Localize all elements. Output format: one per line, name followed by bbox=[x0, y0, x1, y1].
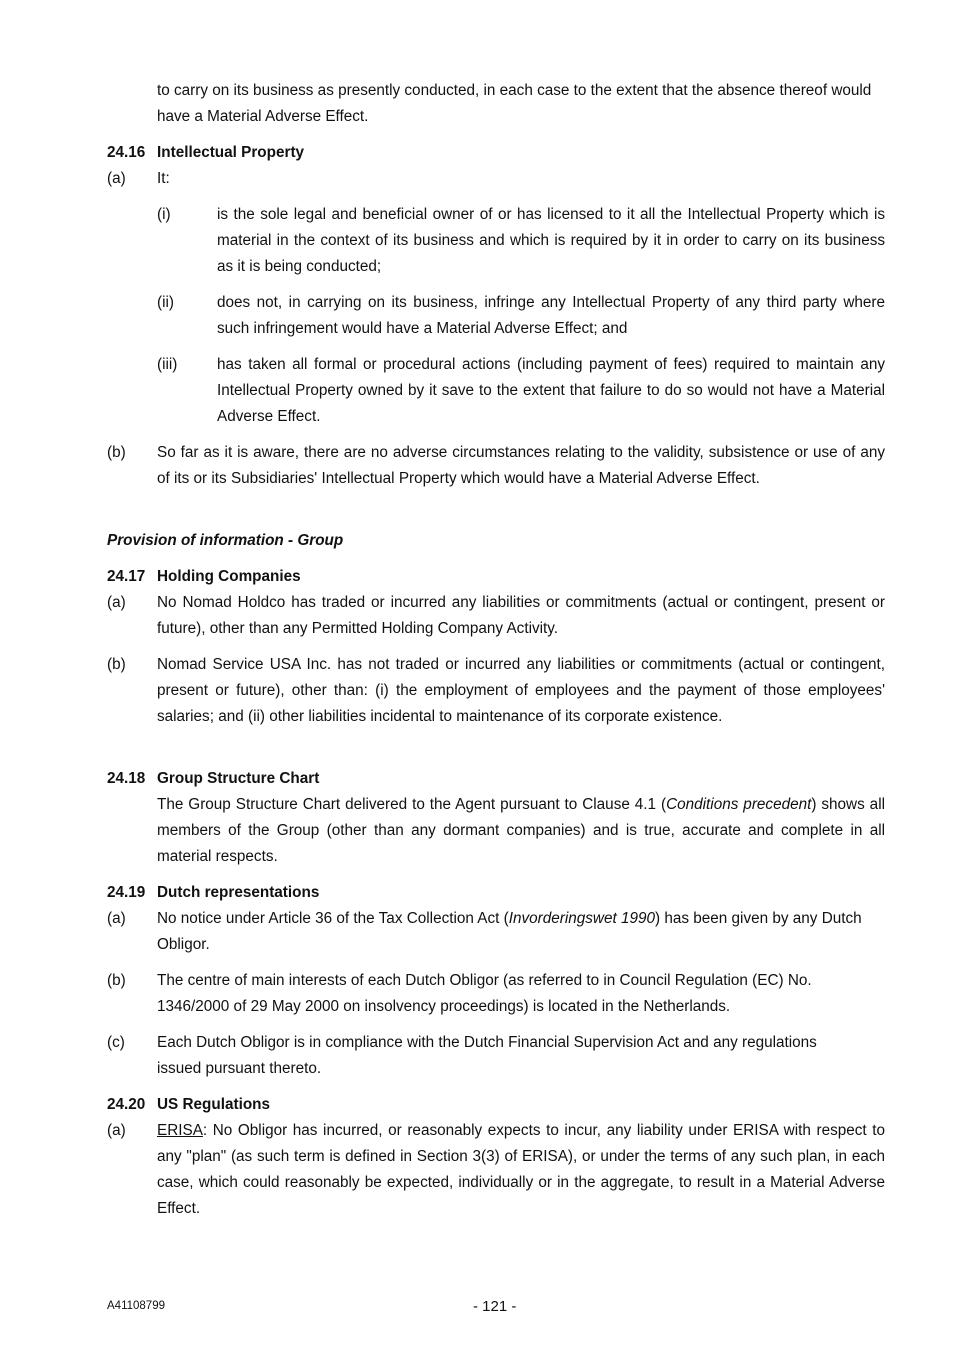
document-reference: A41108799 bbox=[107, 1300, 165, 1312]
section-heading-24-19 bbox=[107, 880, 319, 906]
section-title: Group Structure Chart bbox=[157, 770, 320, 787]
page-number: - 121 - bbox=[473, 1298, 517, 1315]
clause-text bbox=[157, 906, 867, 958]
text-run: ) shows all members of the Group (other than any dormant companies) and is true, accurate and complete in all material respects. bbox=[157, 796, 885, 865]
section-number: 24.16 bbox=[107, 144, 146, 161]
clause-text: So far as it is aware, there are no adverse circumstances relating to the validity, subsistence or use of any of its or its Subsidiaries' Intellectual Property which would have a Material Adverse Effect. bbox=[157, 444, 885, 487]
italic-term: Conditions precedent bbox=[666, 796, 812, 813]
clause-label: (b) bbox=[107, 656, 126, 673]
text-run: The Group Structure Chart delivered to the Agent pursuant to Clause 4.1 ( bbox=[157, 796, 667, 813]
subclause-text: does not, in carrying on its business, infringe any Intellectual Property of any third party where such infringement would have a Material Adverse Effect; and bbox=[217, 294, 885, 337]
subclause-label: (ii) bbox=[157, 294, 174, 311]
section-title: Intellectual Property bbox=[157, 144, 305, 161]
clause-text: Each Dutch Obligor is in compliance with the Dutch Financial Supervision Act and any regulations issued pursuant thereto. bbox=[157, 1034, 817, 1077]
clause-label: (a) bbox=[107, 170, 126, 187]
clause-text bbox=[157, 792, 885, 870]
section-heading-24-18 bbox=[107, 766, 319, 792]
section-heading-24-17 bbox=[107, 564, 301, 590]
section-title: Dutch representations bbox=[157, 884, 320, 901]
section-heading-24-20 bbox=[107, 1092, 270, 1118]
clause-label: (a) bbox=[107, 594, 126, 611]
clause-text: No Nomad Holdco has traded or incurred any liabilities or commitments (actual or contingent, present or future), other than any Permitted Holding Company Activity. bbox=[157, 594, 885, 637]
section-title: US Regulations bbox=[157, 1096, 271, 1113]
subclause-text: is the sole legal and beneficial owner of or has licensed to it all the Intellectual Property which is material in the context of its business and which is required by it in order to carry on its business as it is being conducted; bbox=[217, 206, 885, 275]
clause-label: (a) bbox=[107, 1122, 126, 1139]
clause-label: (b) bbox=[107, 972, 126, 989]
text-run: No notice under Article 36 of the Tax Collection Act ( bbox=[157, 910, 509, 927]
clause-label: (b) bbox=[107, 444, 126, 461]
clause-text: The centre of main interests of each Dutch Obligor (as referred to in Council Regulation (EC) No. 1346/2000 of 29 May 2000 on insolvency proceedings) is located in the Netherlands. bbox=[157, 972, 812, 1015]
subclause-text: has taken all formal or procedural actions (including payment of fees) required to maintain any Intellectual Property owned by it save to the extent that failure to do so would not have a Material Adverse Effect. bbox=[217, 356, 885, 425]
text-run: ) has been given by any Dutch Obligor. bbox=[157, 910, 862, 953]
clause-text: Nomad Service USA Inc. has not traded or incurred any liabilities or commitments (actual or contingent, present or future), other than: (i) the employment of employees and the payment of those employees' salaries; and (ii) other liabilities incidental to maintenance of its corporate existence. bbox=[157, 656, 885, 725]
section-number: 24.18 bbox=[107, 770, 146, 787]
clause-label: (c) bbox=[107, 1034, 125, 1051]
section-number: 24.17 bbox=[107, 568, 146, 585]
section-number: 24.19 bbox=[107, 884, 146, 901]
section-heading-24-16 bbox=[107, 140, 304, 166]
clause-text bbox=[157, 1118, 885, 1222]
section-number: 24.20 bbox=[107, 1096, 146, 1113]
continuation-paragraph: to carry on its business as presently conducted, in each case to the extent that the absence thereof would have a Material Adverse Effect. bbox=[157, 82, 872, 125]
clause-label: (a) bbox=[107, 910, 126, 927]
group-heading: Provision of information - Group bbox=[107, 532, 344, 549]
subclause-label: (i) bbox=[157, 206, 171, 223]
subclause-label: (iii) bbox=[157, 356, 178, 373]
section-title: Holding Companies bbox=[157, 568, 301, 585]
defined-term: ERISA bbox=[157, 1122, 203, 1139]
italic-term: Invorderingswet 1990 bbox=[508, 910, 656, 927]
text-run: : No Obligor has incurred, or reasonably expects to incur, any liability under ERISA with respect to any "plan" (as such term is defined in Section 3(3) of ERISA), or under the terms of any such plan, in each case, which could reasonably be expected, individually or in the aggregate, to result in a Material Adverse Effect. bbox=[157, 1122, 885, 1217]
clause-intro: It: bbox=[157, 170, 170, 187]
